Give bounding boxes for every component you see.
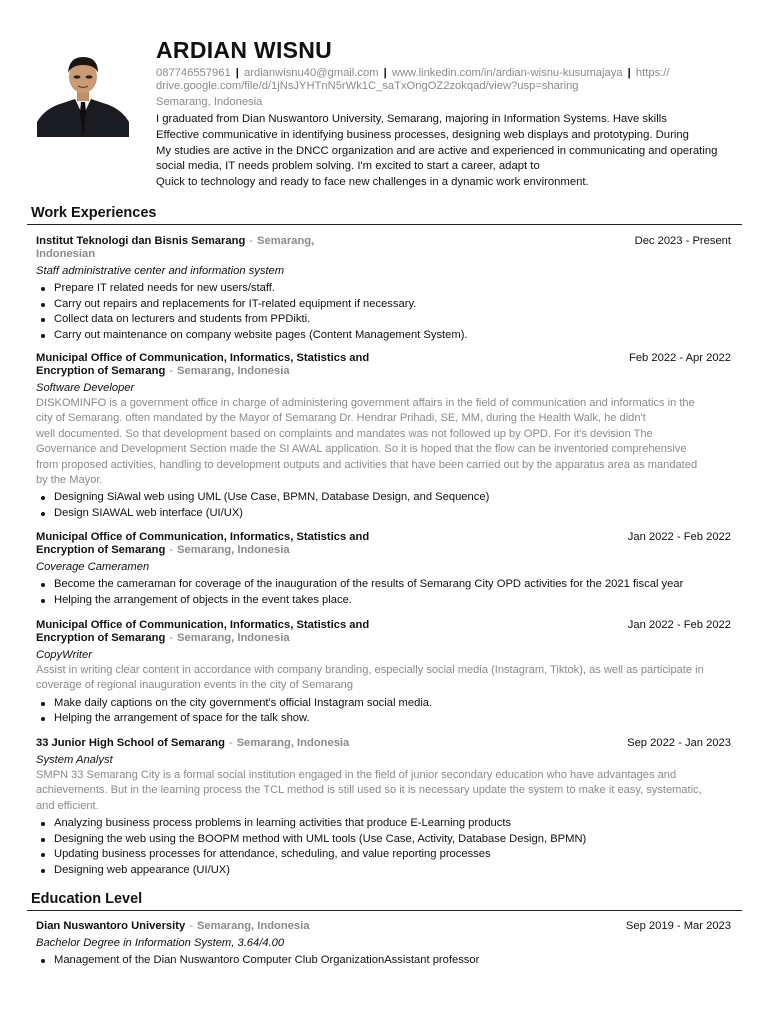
list-item: Helping the arrangement of space for the talk show. (36, 711, 736, 727)
list-item: Design SIAWAL web interface (UI/UX) (36, 506, 736, 522)
list-item: Prepare IT related needs for new users/staff. (36, 281, 736, 297)
organization-location: Semarang, Indonesia (177, 365, 290, 377)
phone-number: 087746557961 (156, 67, 231, 79)
list-item: Management of the Dian Nuswantoro Computer Club OrganizationAssistant professor (36, 953, 736, 969)
profile-photo-illustration (37, 46, 129, 137)
list-item: Make daily captions on the city government's official Instagram social media. (36, 696, 736, 712)
dash-separator: - (189, 920, 193, 932)
school-location: Semarang, Indonesia (196, 920, 310, 932)
list-item: Updating business processes for attendance, scheduling, and value reporting processes (36, 847, 736, 863)
entry-header (36, 920, 736, 933)
responsibilities-list (36, 281, 736, 343)
education-section-title: Education Level (31, 891, 143, 907)
list-item: Analyzing business process problems in learning activities that produce E-Learning products (36, 816, 736, 832)
list-item: Carry out maintenance on company website pages (Content Management System). (36, 328, 736, 344)
job-title: CopyWriter (36, 649, 92, 661)
education-entry (36, 920, 736, 969)
profile-photo (37, 46, 129, 137)
organization-name: Institut Teknologi dan Bisnis Semarang (36, 235, 246, 247)
organization-name: Municipal Office of Communication, Informatics, Statistics and (36, 352, 370, 364)
job-description (36, 396, 736, 488)
organization-location: Semarang, (257, 235, 315, 247)
list-item: Designing SiAwal web using UML (Use Case, BPMN, Database Design, and Sequence) (36, 490, 736, 506)
description-line: DISKOMINFO is a government office in charge of administering government affairs in the field of communication and informatics in the (36, 397, 695, 409)
employment-dates: Dec 2023 - Present (634, 235, 731, 247)
summary-line: Quick to technology and ready to face new challenges in a dynamic work environment. (156, 176, 589, 189)
description-line: and efficient. (36, 799, 99, 812)
organization-name-cont: Encryption of Semarang (36, 632, 166, 644)
responsibilities-list (36, 696, 736, 727)
organization-name-cont: Encryption of Semarang (36, 365, 166, 377)
description-line: city of Semarang. often mandated by the Mayor of Semarang Dr. Hendrar Prihadi, SE, MM, during the Health Walk, he didn't (36, 412, 646, 425)
organization-location: Semarang, Indonesia (236, 737, 350, 749)
description-line: SMPN 33 Semarang City is a formal social institution engaged in the field of junior secondary education who have advantages and (36, 769, 677, 781)
responsibilities-list (36, 490, 736, 521)
portfolio-link-part2: drive.google.com/file/d/1jNsJYHTnN5rWk1C_saTxOngOZ2zokqad/view?usp=sharing (156, 80, 579, 92)
entry-header (36, 531, 736, 557)
work-entry (36, 531, 736, 608)
description-line: achievements. But in the learning process the TCL method is still used so it is necessary update the system to make it easy, systematic, (36, 784, 702, 797)
work-entry (36, 235, 736, 343)
candidate-location: Semarang, Indonesia (156, 96, 263, 108)
employment-dates: Sep 2022 - Jan 2023 (627, 737, 731, 749)
portfolio-link-part1: https:// (635, 67, 670, 79)
work-section-title: Work Experiences (31, 205, 157, 221)
employment-dates: Jan 2022 - Feb 2022 (627, 531, 731, 543)
list-item: Designing the web using the BOOPM method with UML tools (Use Case, Activity, Database Design, BPMN) (36, 832, 736, 848)
entry-header (36, 619, 736, 645)
entry-header (36, 352, 736, 378)
linkedin-link[interactable]: www.linkedin.com/in/ardian-wisnu-kusumajaya (391, 67, 623, 79)
description-line: Governance and Development Section made the SI AWAL application. So it is hoped that the flow can be inventoried comprehensive (36, 443, 687, 456)
organization-name-cont: Encryption of Semarang (36, 544, 166, 556)
organization-name: Municipal Office of Communication, Informatics, Statistics and (36, 531, 370, 543)
job-description (36, 768, 736, 814)
description-line: coverage of regional inauguration events in the city of Semarang (36, 679, 353, 692)
employment-dates: Feb 2022 - Apr 2022 (628, 352, 731, 364)
email-link[interactable]: ardianwisnu40@gmail.com (244, 67, 379, 79)
organization-location-cont: Indonesian (36, 248, 96, 260)
summary-line: My studies are active in the DNCC organization and are active and experienced in communicating and operating (156, 144, 718, 157)
organization-name: 33 Junior High School of Semarang (36, 737, 225, 749)
work-entry (36, 737, 736, 878)
contact-info (156, 67, 736, 93)
organization-location: Semarang, Indonesia (177, 544, 290, 556)
dash-separator: - (169, 365, 174, 377)
responsibilities-list (36, 816, 736, 878)
responsibilities-list (36, 577, 736, 608)
section-divider (27, 910, 742, 911)
dash-separator: - (249, 235, 254, 247)
job-title: Software Developer (36, 382, 135, 394)
summary-line: I graduated from Dian Nuswantoro University, Semarang, majoring in Information Systems. Have skills (156, 113, 667, 125)
description-line: well documented. So that development based on complaints and mandates was not followed up by OPD. For it's devision The (36, 427, 653, 440)
profile-summary (156, 112, 746, 191)
work-entry (36, 619, 736, 727)
education-activities-list (36, 953, 736, 969)
school-name: Dian Nuswantoro University (36, 920, 186, 932)
description-line: from proposed activities, handling to development outputs and activities that have been carried out by the apparatus area as mandated (36, 458, 698, 471)
summary-line: social media, IT needs problem solving. I'm excited to start a career, adapt to (156, 160, 540, 173)
list-item: Become the cameraman for coverage of the inauguration of the results of Semarang City OPD activities for the 2021 fiscal year (36, 577, 736, 593)
summary-line: Effective communicative in identifying business processes, designing web displays and prototyping. During (156, 128, 689, 141)
description-line: Assist in writing clear content in accordance with company branding, especially social media (Instagram, Tiktok), as well as participate in (36, 664, 704, 676)
job-description (36, 663, 736, 694)
job-title: Staff administrative center and information system (36, 265, 285, 277)
list-item: Carry out repairs and replacements for IT-related equipment if necessary. (36, 297, 736, 313)
employment-dates: Jan 2022 - Feb 2022 (627, 619, 731, 631)
degree-title: Bachelor Degree in Information System, 3.64/4.00 (36, 937, 285, 949)
section-divider (27, 224, 742, 225)
dash-separator: - (169, 632, 174, 644)
job-title: System Analyst (36, 754, 113, 766)
dash-separator: - (228, 737, 233, 749)
dash-separator: - (169, 544, 174, 556)
list-item: Collect data on lecturers and students from PPDikti. (36, 312, 736, 328)
list-item: Helping the arrangement of objects in the event takes place. (36, 593, 736, 609)
list-item: Designing web appearance (UI/UX) (36, 863, 736, 879)
contact-separator: | (235, 67, 239, 79)
work-entry (36, 352, 736, 521)
resume-header (0, 0, 768, 200)
job-title: Coverage Cameramen (36, 561, 150, 573)
study-dates: Sep 2019 - Mar 2023 (625, 920, 731, 932)
entry-header (36, 235, 736, 261)
contact-separator: | (383, 67, 387, 79)
description-line: by the Mayor. (36, 474, 103, 487)
contact-separator: | (627, 67, 631, 79)
organization-location: Semarang, Indonesia (177, 632, 290, 644)
entry-header (36, 737, 736, 750)
organization-name: Municipal Office of Communication, Informatics, Statistics and (36, 619, 370, 631)
candidate-name: ARDIAN WISNU (156, 37, 333, 63)
